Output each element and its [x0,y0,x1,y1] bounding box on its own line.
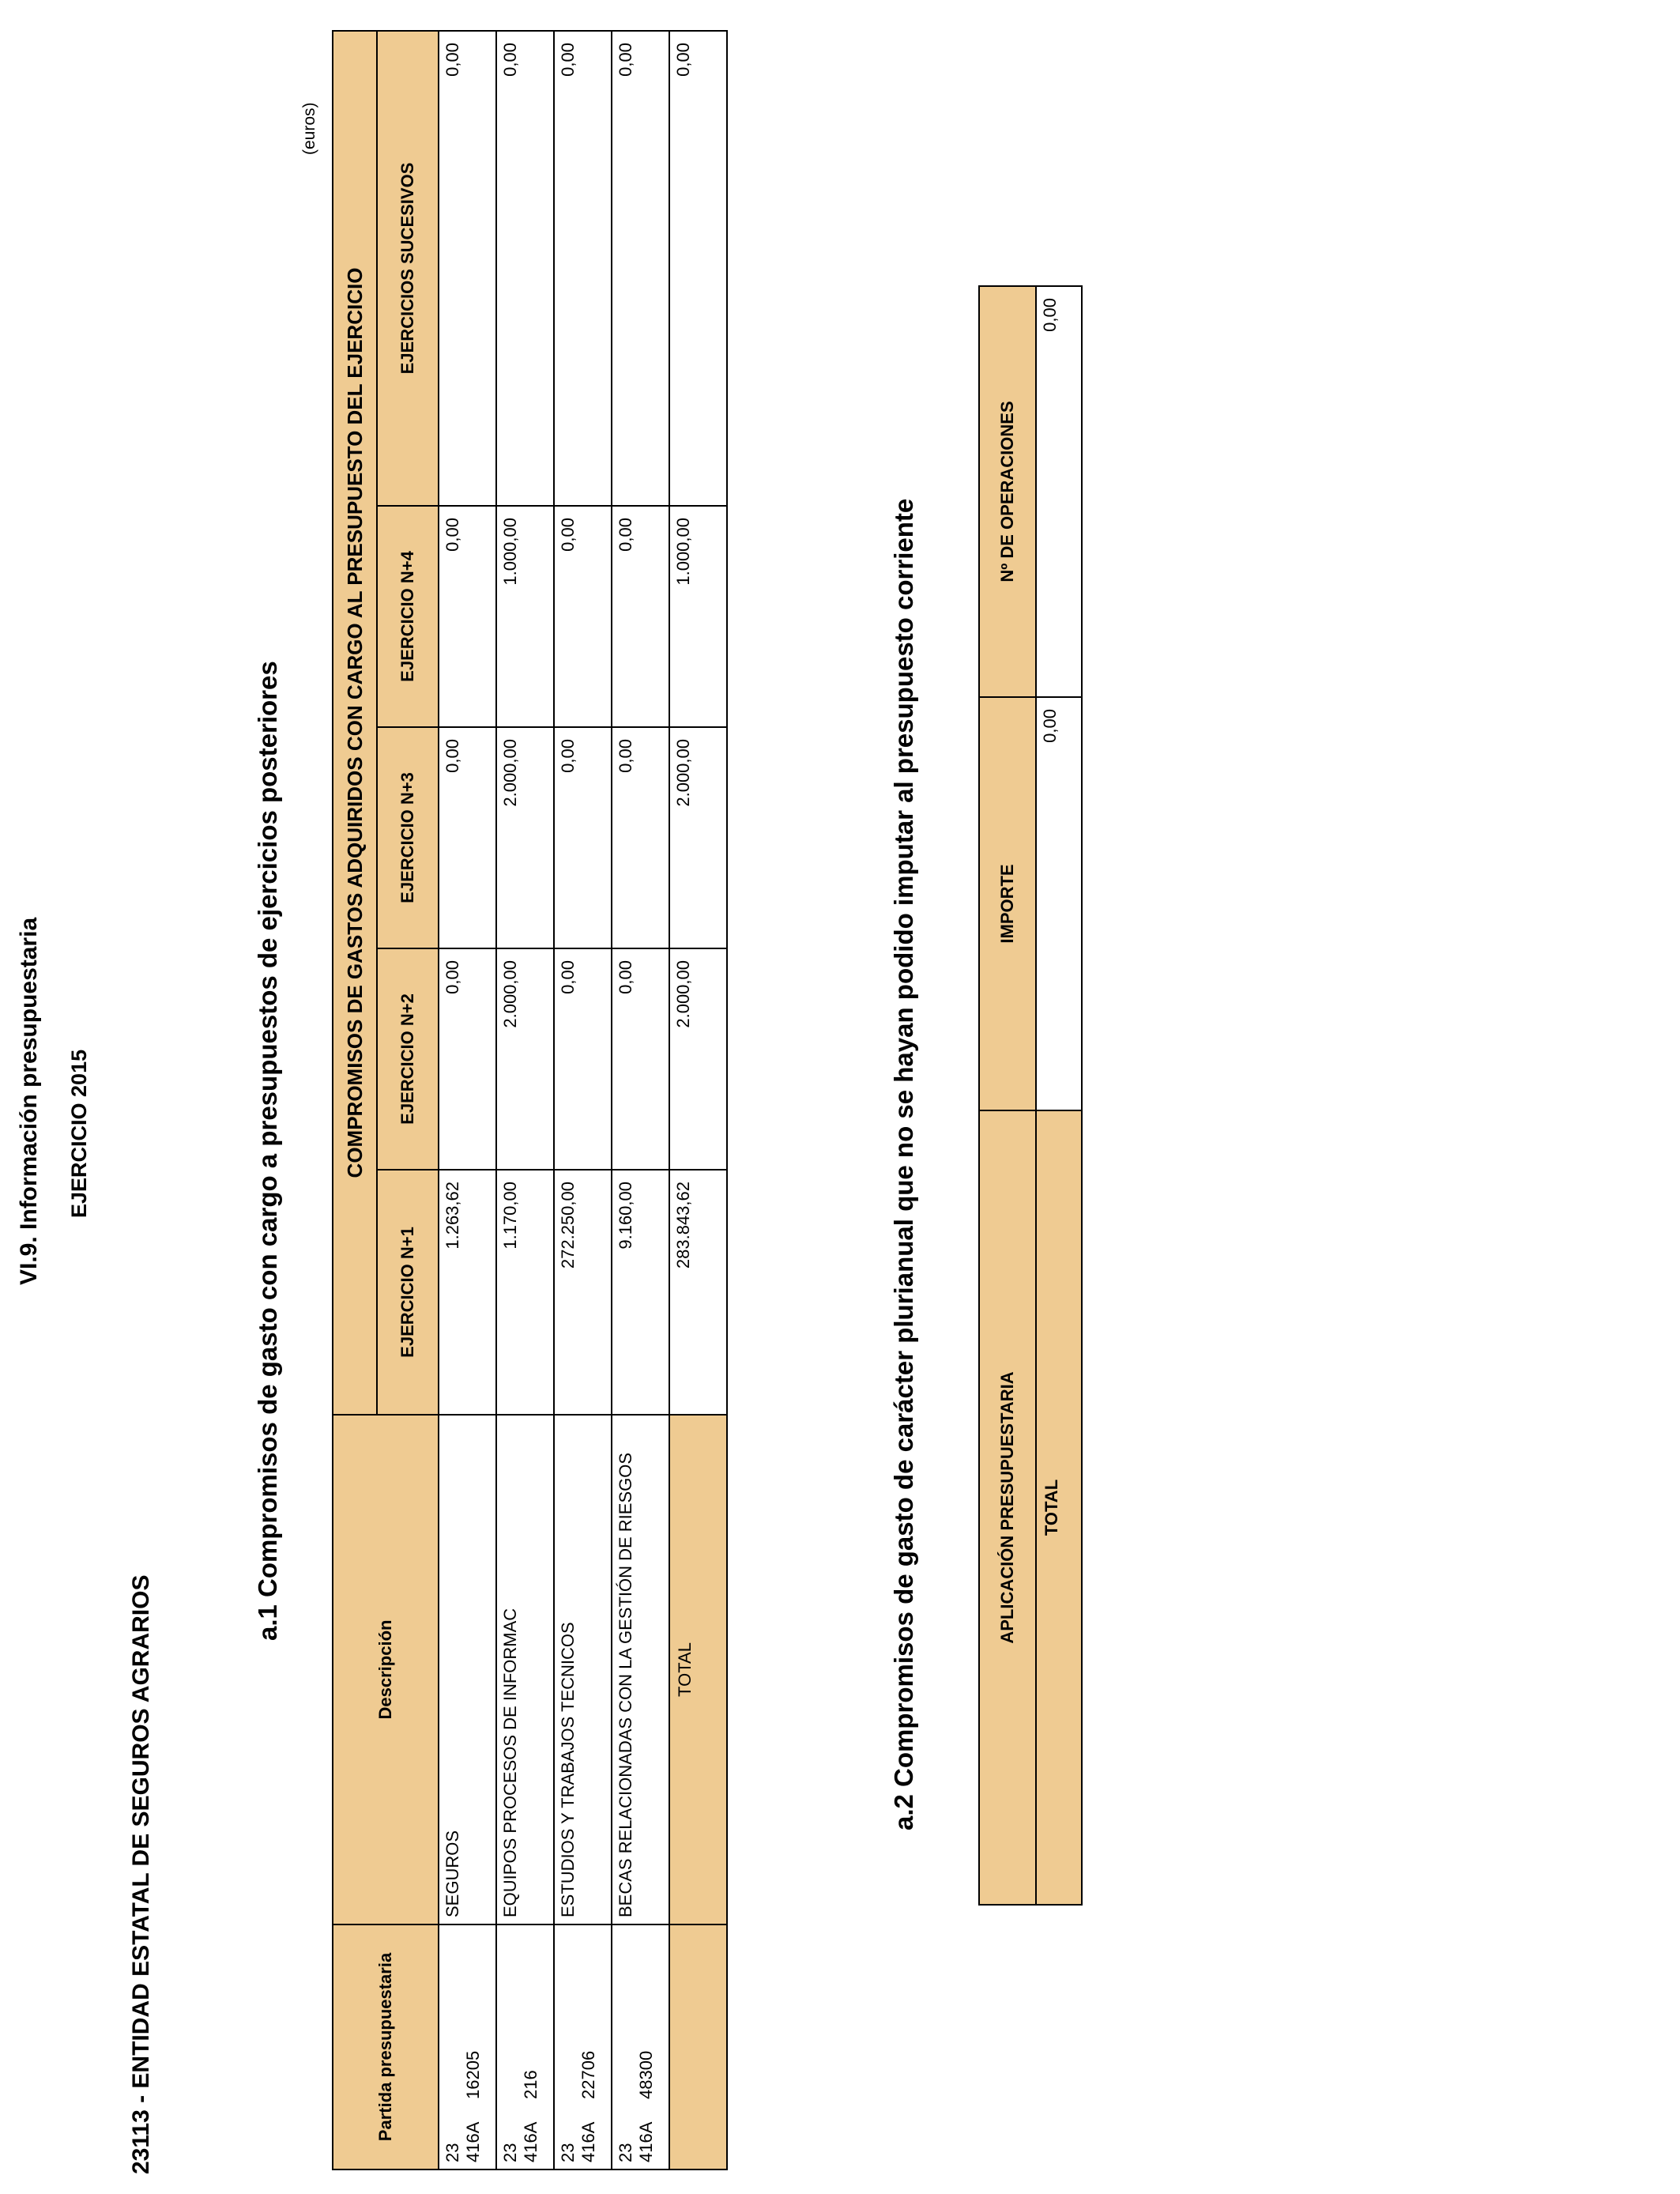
col-sucesivos: EJERCICIOS SUCESIVOS [377,31,439,506]
value-n4: 0,00 [439,506,496,727]
row-partida [554,1924,612,2169]
program-code: 23 416A [500,2121,541,2162]
value-n1: 1.170,00 [496,1170,554,1415]
units-label: (euros) [300,102,318,155]
row-description: SEGUROS [439,1415,496,1924]
value-sucesivos: 0,00 [612,31,669,506]
economic-code: 16205 [463,2050,483,2099]
row-partida [612,1924,669,2169]
value-n4: 0,00 [554,506,612,727]
economic-code: 22706 [578,2050,598,2099]
total-importe: 0,00 [1036,697,1082,1110]
col-n3: EJERCICIO N+3 [377,727,439,948]
value-n3: 0,00 [439,727,496,948]
total-n3: 2.000,00 [669,727,727,948]
value-sucesivos: 0,00 [439,31,496,506]
total-row [1036,286,1082,1905]
total-sucesivos: 0,00 [669,31,727,506]
entity-name: 23113 - ENTIDAD ESTATAL DE SEGUROS AGRARIOS [128,1574,154,2174]
total-n2: 2.000,00 [669,948,727,1170]
group-header: COMPROMISOS DE GASTOS ADQUIRIDOS CON CARGO AL PRESUPUESTO DEL EJERCICIO [333,31,377,1415]
table-row [612,31,669,2169]
total-n1: 283.843,62 [669,1170,727,1415]
col-descripcion: Descripción [333,1415,439,1924]
section-a2-title: a.2 Compromisos de gasto de carácter plurianual que no se hayan podido imputar al presupuesto corriente [889,498,918,1830]
col-n2: EJERCICIO N+2 [377,948,439,1170]
col-partida: Partida presupuestaria [333,1924,439,2169]
table-row [439,31,496,2169]
total-row [669,31,727,2169]
total-label: TOTAL [669,1415,727,1924]
page-title: VI.9. Información presupuestaria [16,917,42,1285]
col-n4: EJERCICIO N+4 [377,506,439,727]
value-n1: 1.263,62 [439,1170,496,1415]
table-row [496,31,554,2169]
table-row [554,31,612,2169]
fiscal-year: EJERCICIO 2015 [67,1049,91,1218]
row-description: ESTUDIOS Y TRABAJOS TECNICOS [554,1415,612,1924]
program-code: 23 416A [616,2121,656,2162]
value-n3: 0,00 [554,727,612,948]
total-empty-cell [669,1924,727,2169]
value-n3: 2.000,00 [496,727,554,948]
value-n1: 9.160,00 [612,1170,669,1415]
section-a1-title: a.1 Compromisos de gasto con cargo a presupuestos de ejercicios posteriores [253,661,282,1641]
value-n1: 272.250,00 [554,1170,612,1415]
program-code: 23 416A [558,2121,598,2162]
value-n2: 0,00 [554,948,612,1170]
col-importe: IMPORTE [979,697,1036,1110]
value-n4: 0,00 [612,506,669,727]
economic-code: 216 [521,2070,541,2099]
value-sucesivos: 0,00 [554,31,612,506]
commitments-table [332,30,728,2170]
col-aplicacion: APLICACIÓN PRESUPUESTARIA [979,1110,1036,1905]
value-n2: 0,00 [612,948,669,1170]
row-description: EQUIPOS PROCESOS DE INFORMAC [496,1415,554,1924]
program-code: 23 416A [443,2121,483,2162]
row-description: BECAS RELACIONADAS CON LA GESTIÓN DE RIESGOS [612,1415,669,1924]
row-partida [439,1924,496,2169]
col-n1: EJERCICIO N+1 [377,1170,439,1415]
economic-code: 48300 [636,2050,656,2099]
value-n2: 0,00 [439,948,496,1170]
total-n4: 1.000,00 [669,506,727,727]
value-sucesivos: 0,00 [496,31,554,506]
row-partida [496,1924,554,2169]
total-operaciones: 0,00 [1036,286,1082,697]
plurianual-table [978,285,1083,1906]
total-label: TOTAL [1036,1110,1082,1905]
col-operaciones: Nº DE OPERACIONES [979,286,1036,697]
value-n2: 2.000,00 [496,948,554,1170]
value-n4: 1.000,00 [496,506,554,727]
value-n3: 0,00 [612,727,669,948]
